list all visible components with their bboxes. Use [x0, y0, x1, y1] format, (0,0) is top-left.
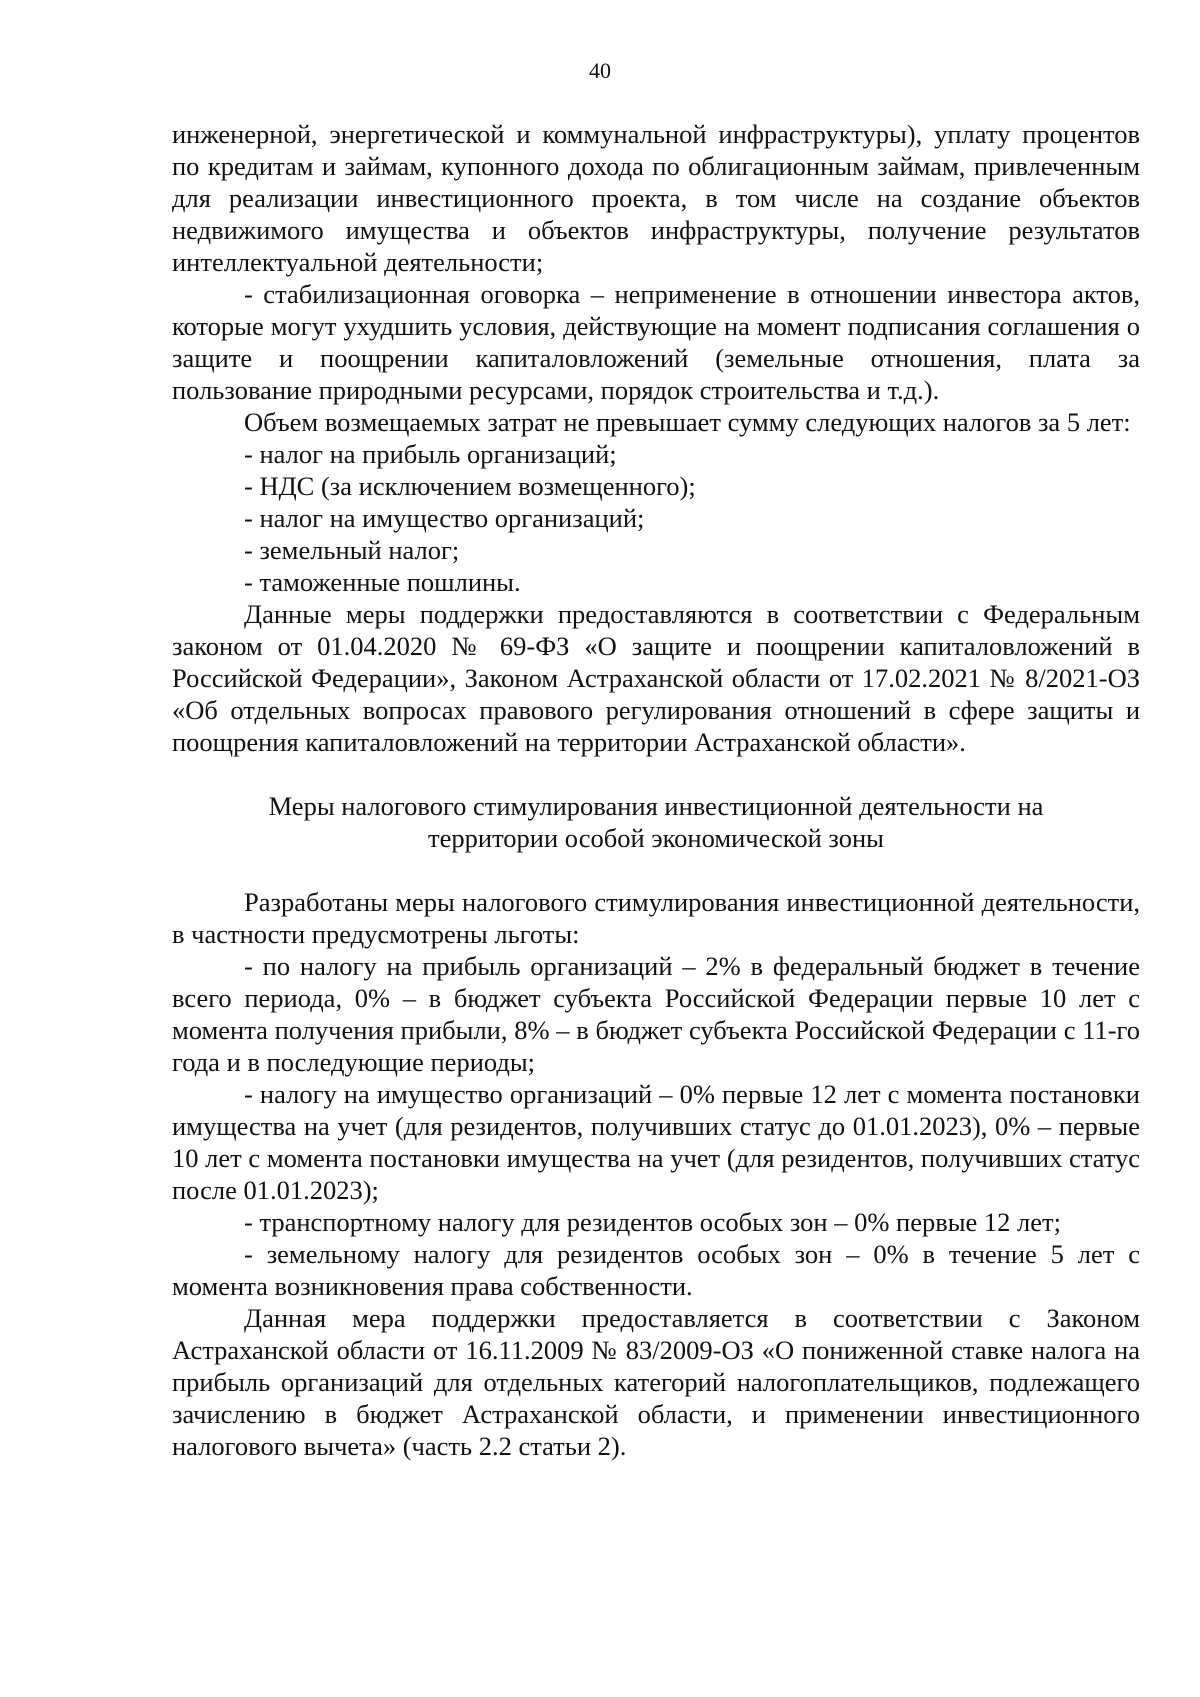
list-item-transport-tax: - транспортному налогу для резидентов особых зон – 0% первые 12 лет; — [244, 1207, 1061, 1237]
paragraph-infrastructure-costs: инженерной, энергетической и коммунальной инфраструктуры), уплату процентов по кредитам и займам, купонного дохода по облигационным займам, привлеченным для реализации инвестиционного проекта, в том числе на создание объектов недвижимого имущества и объектов инфраструктуры, получение результатов интеллектуальной деятельности; — [172, 119, 1140, 277]
paragraph-stabilization-clause: - стабилизационная оговорка – неприменение в отношении инвестора актов, которые могут ухудшить условия, действующие на момент подписания соглашения о защите и поощрении капиталовложений (земельные отношения, плата за пользование природными ресурсами, порядок строительства и т.д.). — [172, 279, 1140, 405]
paragraph-regional-law-reference: Данная мера поддержки предоставляется в соответствии с Законом Астраханской области от 16.11.2009 № 83/2009-ОЗ «О пониженной ставке налога на прибыль организаций для отдельных категорий налогоплательщиков, подлежащего зачислению в бюджет Астраханской области, и применении инвестиционного налогового вычета» (часть 2.2 статьи 2). — [172, 1303, 1140, 1461]
list-item-profit-tax: - по налогу на прибыль организаций – 2% в федеральный бюджет в течение всего периода, 0% – в бюджет субъекта Российской Федерации первые 10 лет с момента получения прибыли, 8% – в бюджет субъекта Российской Федерации с 11-го года и в последующие периоды; — [172, 951, 1140, 1077]
list-item: - НДС (за исключением возмещенного); — [244, 471, 696, 501]
list-item: - налог на имущество организаций; — [244, 503, 645, 533]
section-heading — [172, 790, 1140, 854]
page-number: 40 — [589, 58, 611, 83]
paragraph-reimbursed-costs: Объем возмещаемых затрат не превышает сумму следующих налогов за 5 лет: — [244, 407, 1131, 437]
section-heading-line-2: территории особой экономической зоны — [428, 823, 884, 853]
list-item: - налог на прибыль организаций; — [244, 439, 617, 469]
section-heading-line-1: Меры налогового стимулирования инвестиционной деятельности на — [268, 791, 1044, 821]
list-item: - таможенные пошлины. — [244, 567, 521, 597]
list-item: - земельный налог; — [244, 535, 460, 565]
document-body — [172, 118, 1140, 1462]
paragraph-federal-law-reference: Данные меры поддержки предоставляются в соответствии с Федеральным законом от 01.04.2020 № 69-ФЗ «О защите и поощрении капиталовложений в Российской Федерации», Законом Астраханской области от 17.02.2021 № 8/2021-ОЗ «Об отдельных вопросах правового регулирования отношений в сфере защиты и поощрения капиталовложений на территории Астраханской области». — [172, 599, 1140, 757]
list-item-land-tax: - земельному налогу для резидентов особых зон – 0% в течение 5 лет с момента возникновения права собственности. — [172, 1239, 1140, 1301]
list-item-property-tax: - налогу на имущество организаций – 0% первые 12 лет с момента постановки имущества на учет (для резидентов, получивших статус до 01.01.2023), 0% – первые 10 лет с момента постановки имущества на учет (для резидентов, получивших статус после 01.01.2023); — [172, 1079, 1140, 1205]
paragraph-tax-incentives-intro: Разработаны меры налогового стимулирования инвестиционной деятельности, в частности предусмотрены льготы: — [172, 887, 1140, 949]
